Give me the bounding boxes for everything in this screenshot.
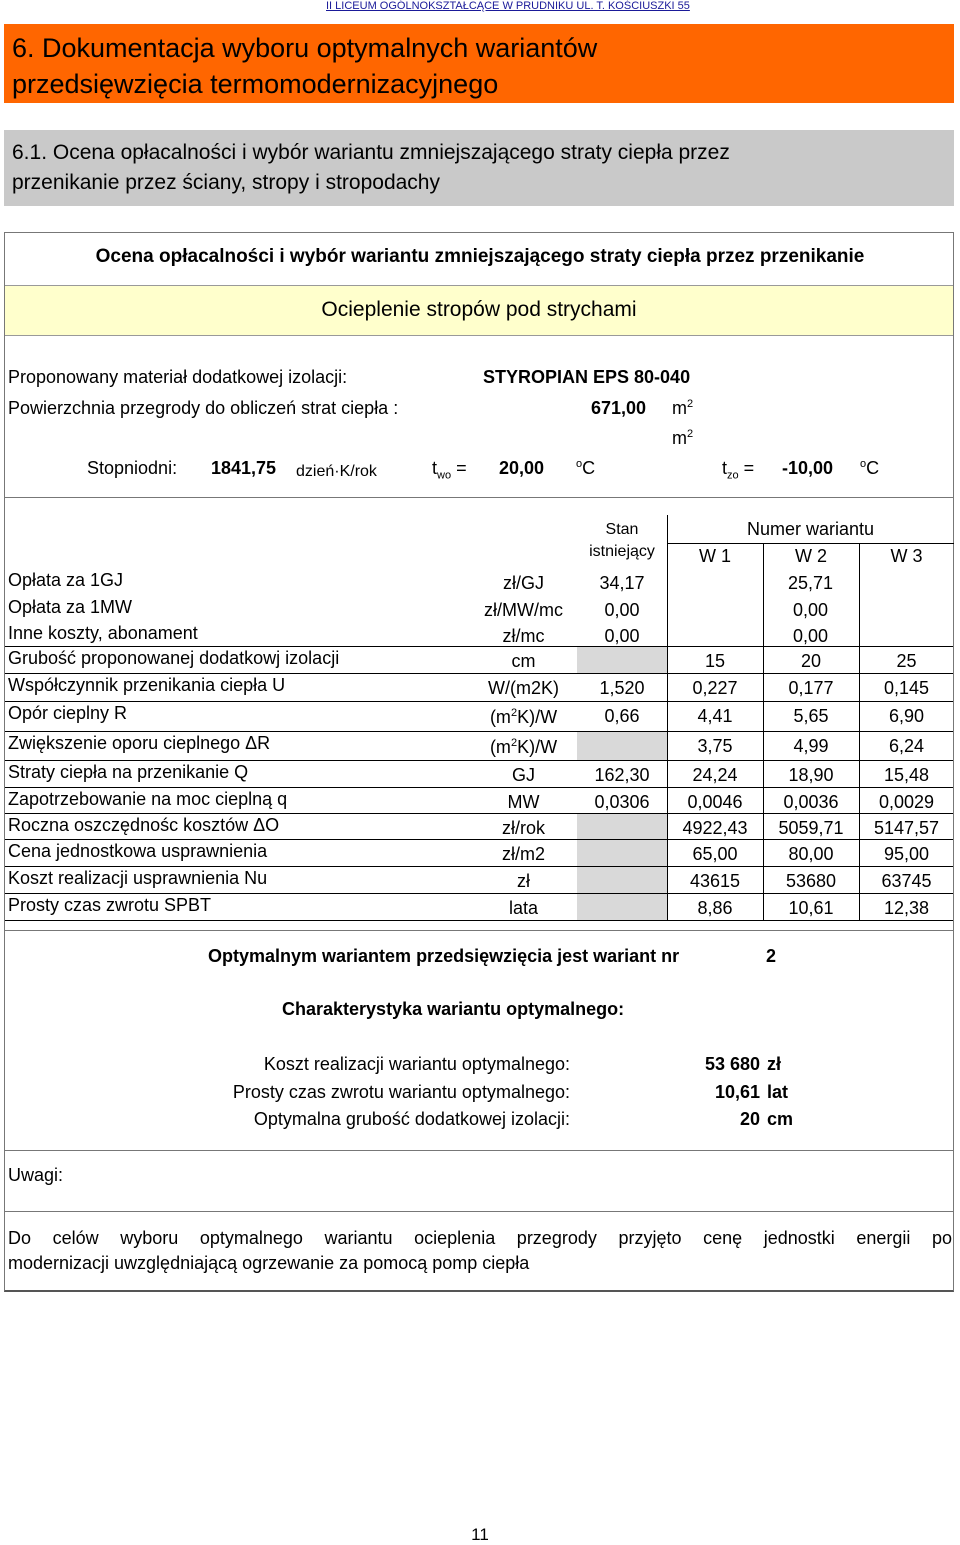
row-unit: zł/m2: [501, 844, 545, 864]
row-unit: W/(m2K): [488, 678, 559, 698]
chapter-title-line1: 6. Dokumentacja wyboru optymalnych wariantów: [12, 33, 598, 63]
row-w2-value: 20: [800, 651, 822, 671]
remarks-label: Uwagi:: [8, 1165, 64, 1185]
table-bottom-divider: [5, 930, 953, 931]
row-stan-value: 0,66: [604, 706, 640, 726]
row-label: Opłata za 1MW: [8, 597, 133, 617]
row-w3-value: 25: [896, 651, 917, 671]
indoor-temp-value: 20,00: [499, 458, 545, 478]
row-label: Prosty czas zwrotu SPBT: [8, 895, 212, 915]
header-w1: W 1: [698, 546, 731, 566]
row-w3-value: 63745: [881, 871, 932, 891]
row-w2-value: 0,0036: [783, 792, 839, 812]
variant-subtitle: Ocieplenie stropów pod strychami: [321, 298, 637, 321]
variant-subtitle-bar: [5, 285, 953, 336]
optimal-characteristics-title: Charakterystyka wariantu optymalnego:: [282, 999, 625, 1019]
area-label: Powierzchnia przegrody do obliczeń strat ciepła :: [8, 398, 399, 418]
row-label: Zapotrzebowanie na moc cieplną q: [8, 789, 288, 809]
params-divider: [5, 497, 953, 498]
row-stan-value: 1,520: [599, 678, 645, 698]
note-line-2: modernizacji uwzględniającą ogrzewanie za pomocą pomp ciepła: [8, 1253, 530, 1273]
row-unit: zł/GJ: [502, 573, 544, 593]
row-divider: [5, 839, 953, 840]
outdoor-temp-value: -10,00: [782, 458, 834, 478]
row-variants-merged-value: 25,71: [787, 573, 834, 593]
row-w2-value: 10,61: [788, 898, 834, 918]
stan-empty-cell: [577, 840, 667, 866]
outdoor-temp-symbol: $t_{zo}$ =: [722, 458, 755, 482]
row-w3-value: 6,24: [888, 736, 925, 756]
row-label: Koszt realizacji usprawnienia Nu: [8, 868, 268, 888]
row-divider: [5, 920, 953, 921]
row-unit: zł: [517, 871, 530, 891]
row-label: Straty ciepła na przenikanie Q: [8, 762, 249, 782]
row-unit: GJ: [511, 765, 535, 785]
row-label: Opłata za 1GJ: [8, 570, 124, 590]
result-divider: [5, 1150, 953, 1151]
row-w2-value: 18,90: [788, 765, 834, 785]
optimal-spbt-value: 10,61: [714, 1082, 760, 1102]
row-divider: [5, 760, 953, 761]
row-unit: MW: [507, 792, 540, 812]
row-divider: [5, 866, 953, 867]
row-w3-value: 5147,57: [873, 818, 940, 838]
row-unit: zł/rok: [501, 818, 545, 838]
school-header-link[interactable]: II LICEUM OGÓLNOKSZTAŁCĄCE W PRUDNIKU UL. T. KOŚCIUSZKI 55: [326, 0, 690, 12]
row-label: Inne koszty, abonament: [8, 623, 198, 643]
row-w1-value: 15: [704, 651, 726, 671]
header-istniejacy: istniejący: [589, 543, 655, 560]
row-w1-value: 3,75: [697, 736, 733, 756]
stan-empty-cell: [577, 647, 667, 673]
row-divider: [5, 646, 953, 647]
row-w1-value: 8,86: [697, 898, 733, 918]
row-w2-value: 80,00: [788, 844, 834, 864]
row-w3-value: 12,38: [883, 898, 930, 918]
row-divider: [5, 673, 953, 674]
outdoor-temp-unit: $^o$C: [860, 458, 880, 478]
page-number: 11: [471, 1525, 489, 1544]
degree-days-unit: dzień·K/rok: [296, 463, 377, 480]
row-w1-value: 0,0046: [687, 792, 743, 812]
row-unit: lata: [508, 898, 539, 918]
row-stan-value: 162,30: [594, 765, 650, 785]
chapter-title-bar: [4, 24, 954, 103]
row-divider: [5, 731, 953, 732]
row-w1-value: 4922,43: [682, 818, 748, 838]
material-value: STYROPIAN EPS 80-040: [483, 367, 691, 387]
row-w1-value: 24,24: [692, 765, 738, 785]
row-w3-value: 0,0029: [878, 792, 935, 812]
optimal-variant-text: Optymalnym wariantem przedsięwzięcia jest wariant nr: [208, 946, 680, 966]
remarks-divider: [5, 1211, 953, 1212]
header-divider: [667, 543, 954, 544]
optimal-cost-unit: zł: [767, 1054, 782, 1074]
note-line-1: Do celów wyboru optymalnego wariantu ocieplenia przegrody przyjęto cenę jednostki energii po: [8, 1228, 952, 1248]
stan-empty-cell: [577, 814, 667, 839]
row-w2-value: 0,177: [788, 678, 834, 698]
row-w1-value: 0,227: [692, 678, 738, 698]
row-stan-value: 0,00: [604, 626, 640, 646]
degree-days-label: Stopniodni:: [87, 458, 178, 478]
row-variants-merged-value: 0,00: [792, 626, 829, 646]
optimal-thickness-unit: cm: [767, 1109, 794, 1129]
stan-empty-cell: [577, 894, 667, 920]
optimal-thickness-value: 20: [739, 1109, 760, 1129]
row-label: Zwiększenie oporu cieplnego ΔR: [8, 733, 271, 753]
row-w2-value: 53680: [785, 871, 837, 891]
optimal-spbt-label: Prosty czas zwrotu wariantu optymalnego:: [232, 1082, 570, 1102]
stan-empty-cell: [577, 867, 667, 893]
row-w3-value: 0,145: [883, 678, 930, 698]
indoor-temp-symbol: $t_{wo}$ =: [432, 458, 467, 482]
row-unit: $(m^2K)/W$: [489, 707, 558, 727]
row-stan-value: 0,00: [604, 600, 640, 620]
row-label: Współczynnik przenikania ciepła U: [8, 675, 286, 695]
row-unit: zł/MW/mc: [484, 600, 563, 620]
row-stan-value: 0,0306: [594, 792, 650, 812]
row-unit: zł/mc: [502, 626, 545, 646]
row-w2-value: 4,99: [793, 736, 829, 756]
row-w1-value: 65,00: [692, 844, 738, 864]
chapter-title-line2: przedsięwzięcia termomodernizacyjnego: [12, 69, 499, 99]
row-divider: [5, 701, 953, 702]
row-w3-value: 6,90: [888, 706, 925, 726]
evaluation-title: Ocena opłacalności i wybór wariantu zmniejszającego straty ciepła przez przenikanie: [95, 246, 865, 267]
optimal-spbt-unit: lat: [767, 1082, 789, 1102]
row-label: Opór cieplny R: [8, 703, 128, 723]
row-label: Grubość proponowanej dodatkowj izolacji: [8, 648, 340, 668]
col-divider: [763, 543, 764, 920]
area-unit: $m^2$: [672, 398, 694, 418]
section-title-line2: przenikanie przez ściany, stropy i stropodachy: [12, 171, 440, 194]
col-divider: [667, 515, 668, 920]
row-unit: $(m^2K)/W$: [489, 737, 558, 757]
row-w1-value: 43615: [689, 871, 741, 891]
row-variants-merged-value: 0,00: [792, 600, 829, 620]
indoor-temp-unit: $^o$C: [576, 458, 596, 478]
optimal-cost-label: Koszt realizacji wariantu optymalnego:: [263, 1054, 570, 1074]
row-label: Cena jednostkowa usprawnienia: [8, 841, 268, 861]
col-divider: [859, 543, 860, 920]
row-w1-value: 4,41: [697, 706, 733, 726]
area-unit-2: $m^2$: [672, 428, 694, 448]
row-w2-value: 5059,71: [778, 818, 844, 838]
row-divider: [5, 787, 953, 788]
row-w3-value: 15,48: [883, 765, 930, 785]
header-w3: W 3: [890, 546, 923, 566]
optimal-cost-value: 53 680: [704, 1054, 760, 1074]
row-label: Roczna oszczędnośc kosztów ΔO: [8, 815, 280, 835]
header-w2: W 2: [794, 546, 827, 566]
row-divider: [5, 893, 953, 894]
degree-days-value: 1841,75: [211, 458, 277, 478]
chapter-title: [12, 30, 597, 102]
row-unit: cm: [511, 651, 536, 671]
header-stan: Stan: [605, 521, 639, 538]
optimal-variant-number: 2: [766, 946, 777, 966]
stan-empty-cell: [577, 732, 667, 760]
section-title: [12, 138, 730, 198]
row-divider: [5, 813, 953, 814]
row-w3-value: 95,00: [883, 844, 930, 864]
material-label: Proponowany materiał dodatkowej izolacji:: [8, 367, 348, 387]
row-w2-value: 5,65: [793, 706, 829, 726]
row-stan-value: 34,17: [599, 573, 645, 593]
section-title-bar: [4, 130, 954, 206]
section-title-line1: 6.1. Ocena opłacalności i wybór wariantu zmniejszającego straty ciepła przez: [12, 141, 730, 164]
header-numer-wariantu: Numer wariantu: [746, 519, 875, 539]
optimal-thickness-label: Optymalna grubość dodatkowej izolacji:: [253, 1109, 570, 1129]
area-value: 671,00: [591, 398, 647, 418]
